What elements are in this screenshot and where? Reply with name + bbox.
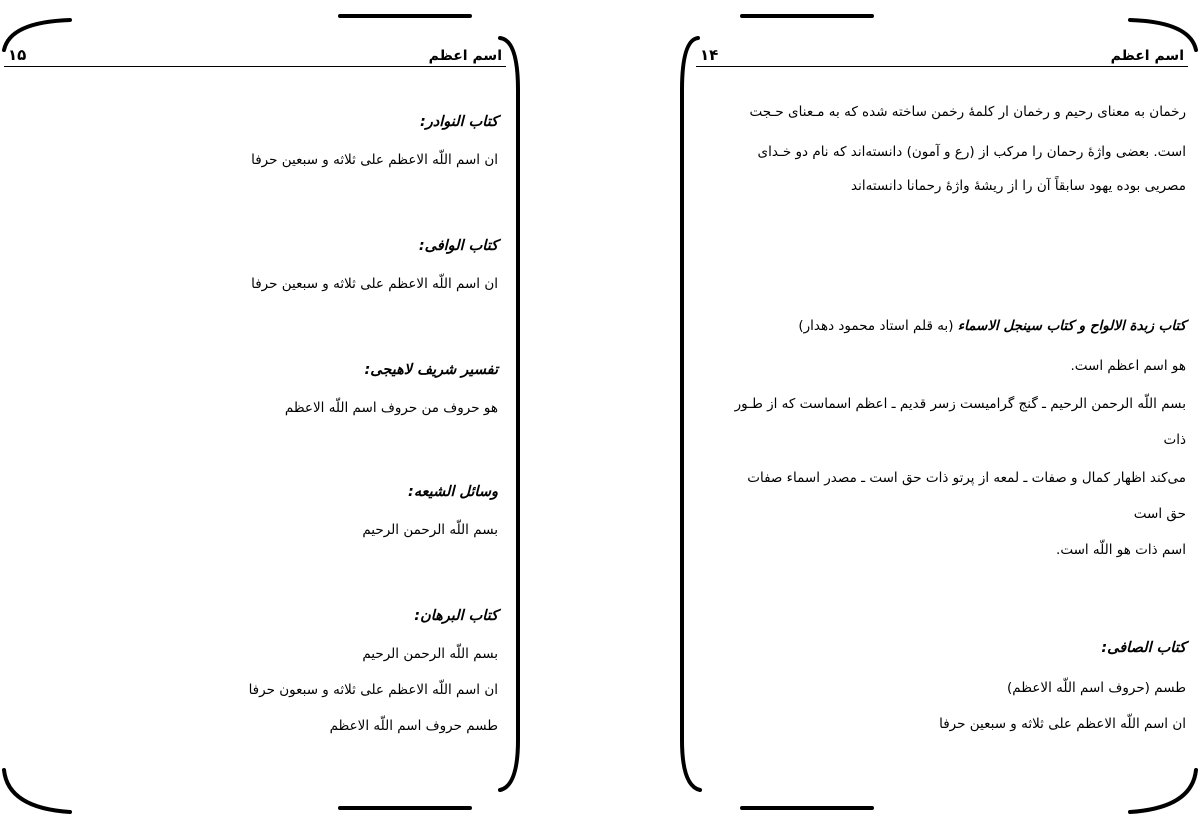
paragraph-line: است. بعضی واژهٔ رحمان را مرکب از (رع و آمون) دانسته‌اند که نام دو خـدای (757, 144, 1186, 160)
section-heading: وسائل الشیعه: (408, 484, 498, 500)
body-line: حق است (1133, 506, 1186, 522)
page-14 (682, 40, 1194, 790)
section-heading: کتاب زبدة الالواح و کتاب سینجل الاسماء (957, 318, 1186, 334)
section-heading: کتاب النوادر: (420, 114, 498, 130)
body-line: بسم اللّه الرحمن الرحیم ـ گنج گرامیست زسر قدیم ـ اعظم اسماست که از طـور (734, 396, 1186, 412)
page-number: ۱۵ (8, 46, 27, 64)
body-line: طسم (حروف اسم اللّه الاعظم) (1007, 680, 1186, 696)
body-line: می‌کند اظهار کمال و صفات ـ لمعه از پرتو ذات حق است ـ مصدر اسماء صفات (747, 470, 1186, 486)
section-heading: کتاب البرهان: (414, 608, 498, 624)
page-title: اسم اعظم (1110, 48, 1184, 64)
body-line: هو حروف من حروف اسم اللّه الاعظم (284, 400, 498, 416)
page-number: ۱۴ (700, 46, 719, 64)
body-line: ان اسم اللّه الاعظم علی ثلاثه و سبعین حرفا (251, 276, 498, 292)
section-heading-line (798, 316, 1186, 336)
body-line: طسم حروف اسم اللّه الاعظم (329, 718, 498, 734)
body-line: ذات (1163, 432, 1186, 448)
page-title: اسم اعظم (428, 48, 502, 64)
paragraph-line: رخمان به معنای رحیم و رخمان ار کلمهٔ رخمن ساخته شده که به مـعنای حـجت (749, 104, 1186, 120)
body-line: ان اسم اللّه الاعظم علی ثلاثه و سبعون حرفا (248, 682, 498, 698)
section-heading: کتاب الوافی: (418, 238, 498, 254)
section-note: (به قلم استاد محمود دهدار) (798, 318, 954, 334)
section-heading: تفسیر شریف لاهیجی: (364, 362, 498, 378)
body-line: بسم اللّه الرحمن الرحیم (362, 646, 498, 662)
body-line: ان اسم اللّه الاعظم علی ثلاثه و سبعین حرفا (939, 716, 1186, 732)
body-line: ان اسم اللّه الاعظم علی ثلاثه و سبعین حرفا (251, 152, 498, 168)
page-15 (0, 40, 512, 790)
body-line: بسم اللّه الرحمن الرحیم (362, 522, 498, 538)
page-header (696, 42, 1188, 67)
paragraph-line: مصریی بوده یهود سابقاً آن را از ریشهٔ واژهٔ رحمانا دانسته‌اند (851, 178, 1186, 194)
body-line: اسم ذات هو اللّه است. (1056, 542, 1186, 558)
body-line: هو اسم اعظم است. (1070, 358, 1186, 374)
page-header (4, 42, 506, 67)
section-heading: کتاب الصافی: (1101, 640, 1186, 656)
